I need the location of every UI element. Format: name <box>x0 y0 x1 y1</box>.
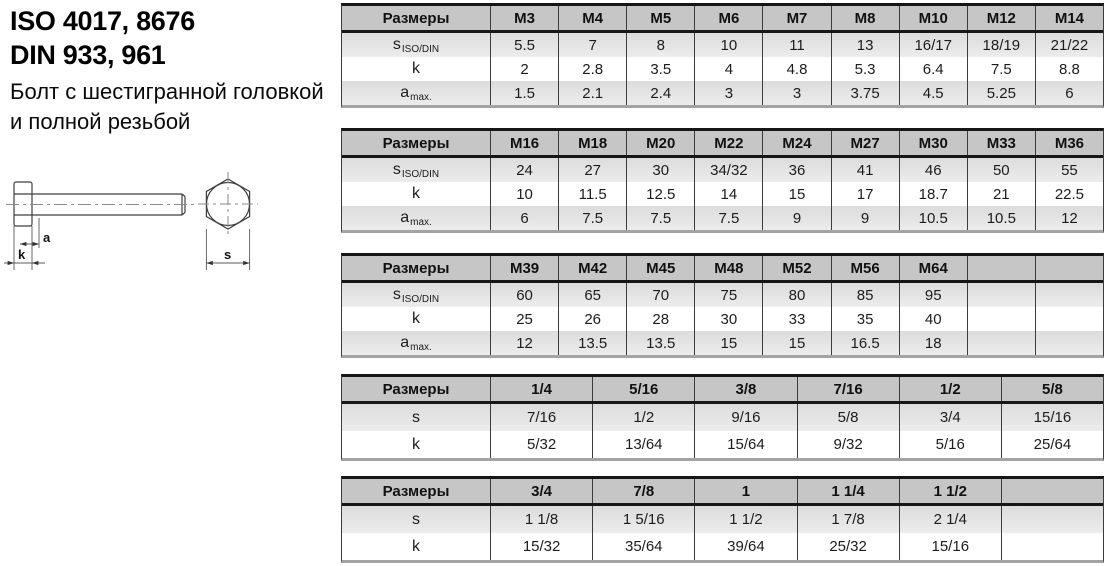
dimension-value-cell: 5/16 <box>899 431 1001 458</box>
dimension-value-cell: 3 <box>762 81 830 105</box>
row-label: a max. <box>400 209 432 228</box>
dimension-row-a <box>342 331 1103 355</box>
dimension-k-arrow-left <box>8 261 14 265</box>
dimension-value-cell: 55 <box>1035 158 1103 182</box>
size-column-header: M6 <box>694 6 762 30</box>
dimension-a-arrow <box>33 242 39 246</box>
dimension-value-cell: 4.8 <box>762 57 830 81</box>
dimension-value-cell: 5/32 <box>490 431 592 458</box>
dimension-value-cell: 25/32 <box>797 533 899 560</box>
end-view-centerlines <box>198 172 258 236</box>
dimension-value-cell: 1 5/16 <box>592 506 694 533</box>
size-column-header: M52 <box>762 256 830 280</box>
inch-dimensions-table-threequarters-to-oneandhalf <box>341 476 1104 563</box>
dimension-value-cell: 11 <box>762 33 830 57</box>
dimension-value-cell: 9 <box>762 206 830 230</box>
row-label: a max. <box>400 84 432 103</box>
dimension-row-s <box>342 33 1103 57</box>
dimension-value-cell: 15 <box>762 182 830 206</box>
dimension-value-cell: 17 <box>831 182 899 206</box>
dimension-value-cell: 34/32 <box>694 158 762 182</box>
table-corner-header: Размеры <box>382 482 450 500</box>
table-header-row <box>342 6 1103 33</box>
dimension-value-cell: 27 <box>558 158 626 182</box>
dimension-value-cell <box>967 283 1035 307</box>
dimension-value-cell: 8 <box>626 33 694 57</box>
size-column-header: M27 <box>831 131 899 155</box>
dimension-value-cell: 5.3 <box>831 57 899 81</box>
dimension-value-cell: 33 <box>762 307 830 331</box>
tables-panel <box>341 0 1104 566</box>
dimension-value-cell: 18.7 <box>899 182 967 206</box>
dimension-value-cell: 50 <box>967 158 1035 182</box>
dimension-value-cell: 3/4 <box>899 404 1001 431</box>
dimension-value-cell: 2.8 <box>558 57 626 81</box>
dimension-value-cell: 40 <box>899 307 967 331</box>
dimension-value-cell: 13 <box>831 33 899 57</box>
size-column-header: M12 <box>967 6 1035 30</box>
size-column-header: M45 <box>626 256 694 280</box>
dimension-value-cell: 13/64 <box>592 431 694 458</box>
dimension-s-label: s <box>224 247 232 262</box>
dimension-value-cell: 10 <box>490 182 558 206</box>
size-column-header: M24 <box>762 131 830 155</box>
dimension-value-cell: 21/22 <box>1035 33 1103 57</box>
size-column-header: 3/4 <box>490 479 592 503</box>
size-column-header: M56 <box>831 256 899 280</box>
size-column-header: M64 <box>899 256 967 280</box>
dimension-value-cell: 1 1/2 <box>694 506 796 533</box>
size-column-header: M20 <box>626 131 694 155</box>
dimension-value-cell: 39/64 <box>694 533 796 560</box>
size-column-header: M10 <box>899 6 967 30</box>
dimension-value-cell: 6.4 <box>899 57 967 81</box>
dimension-value-cell: 65 <box>558 283 626 307</box>
row-label: s ISO/DIN <box>392 161 440 180</box>
size-column-header: M30 <box>899 131 967 155</box>
dimension-row-a <box>342 206 1103 230</box>
dimension-row-s <box>342 404 1103 431</box>
dimension-value-cell: 16/17 <box>899 33 967 57</box>
dimension-value-cell: 13.5 <box>626 331 694 355</box>
size-column-header: M7 <box>762 6 830 30</box>
dimension-value-cell: 16.5 <box>831 331 899 355</box>
size-column-header: M33 <box>967 131 1035 155</box>
din-standard-title: DIN 933, 961 <box>10 40 166 70</box>
size-column-header: 5/16 <box>592 377 694 401</box>
dimension-value-cell <box>1035 331 1103 355</box>
size-column-header: 5/8 <box>1001 377 1103 401</box>
dimension-value-cell: 15/64 <box>694 431 796 458</box>
size-column-header: M36 <box>1035 131 1103 155</box>
dimension-value-cell: 22.5 <box>1035 182 1103 206</box>
size-column-header: M22 <box>694 131 762 155</box>
dimension-value-cell <box>1035 307 1103 331</box>
dimension-value-cell: 15 <box>694 331 762 355</box>
dimension-value-cell: 5.5 <box>490 33 558 57</box>
dimension-value-cell: 5.25 <box>967 81 1035 105</box>
dimension-value-cell: 1.5 <box>490 81 558 105</box>
dimension-k-arrow-right <box>32 261 38 265</box>
size-column-header: M48 <box>694 256 762 280</box>
dimension-value-cell: 26 <box>558 307 626 331</box>
dimension-value-cell: 35/64 <box>592 533 694 560</box>
dimension-row-k <box>342 431 1103 458</box>
size-column-header: M39 <box>490 256 558 280</box>
dimension-value-cell: 7.5 <box>694 206 762 230</box>
dimension-value-cell: 10.5 <box>967 206 1035 230</box>
row-label: s ISO/DIN <box>392 286 440 305</box>
dimension-row-k <box>342 307 1103 331</box>
dimension-value-cell: 12 <box>490 331 558 355</box>
row-label: k <box>412 435 420 453</box>
size-column-header: M42 <box>558 256 626 280</box>
dimension-value-cell: 85 <box>831 283 899 307</box>
dimension-value-cell: 1/2 <box>592 404 694 431</box>
table-header-row <box>342 256 1103 283</box>
dimension-value-cell: 7/16 <box>490 404 592 431</box>
dimension-value-cell: 80 <box>762 283 830 307</box>
inch-dimensions-table-quarter-to-fiveeighths <box>341 374 1104 461</box>
dimension-value-cell: 4 <box>694 57 762 81</box>
dimension-value-cell: 41 <box>831 158 899 182</box>
dimension-value-cell: 1 7/8 <box>797 506 899 533</box>
dimension-value-cell: 9/32 <box>797 431 899 458</box>
dimension-value-cell <box>1001 506 1103 533</box>
bolt-technical-drawing <box>4 162 296 312</box>
dimension-value-cell: 5/8 <box>797 404 899 431</box>
dimension-a-arrow-left <box>20 242 26 246</box>
dimension-value-cell: 8.8 <box>1035 57 1103 81</box>
dimension-value-cell: 6 <box>490 206 558 230</box>
size-column-header: 3/8 <box>694 377 796 401</box>
size-column-header: 1 1/4 <box>797 479 899 503</box>
dimension-value-cell: 3.5 <box>626 57 694 81</box>
size-column-header: M5 <box>626 6 694 30</box>
dimension-value-cell: 28 <box>626 307 694 331</box>
dimension-value-cell: 10.5 <box>899 206 967 230</box>
dimension-row-k <box>342 182 1103 206</box>
row-label: a max. <box>400 334 432 353</box>
dimension-row-s <box>342 283 1103 307</box>
row-label: k <box>412 537 420 555</box>
dimension-value-cell: 3.75 <box>831 81 899 105</box>
dimension-value-cell: 4.5 <box>899 81 967 105</box>
size-column-header: 7/16 <box>797 377 899 401</box>
row-label: k <box>412 310 420 327</box>
metric-dimensions-table-m3-m14 <box>341 3 1104 108</box>
dimension-value-cell: 1 1/8 <box>490 506 592 533</box>
table-corner-header: Размеры <box>382 9 450 27</box>
dimension-value-cell: 95 <box>899 283 967 307</box>
dimension-value-cell: 35 <box>831 307 899 331</box>
size-column-header <box>1035 256 1103 280</box>
dimension-value-cell: 7.5 <box>558 206 626 230</box>
dimension-value-cell: 7 <box>558 33 626 57</box>
dimension-row-k <box>342 533 1103 560</box>
dimension-value-cell <box>1035 283 1103 307</box>
dimension-value-cell: 30 <box>626 158 694 182</box>
dimension-row-k <box>342 57 1103 81</box>
dimension-value-cell: 30 <box>694 307 762 331</box>
dimension-value-cell: 11.5 <box>558 182 626 206</box>
table-corner-header: Размеры <box>382 380 450 398</box>
size-column-header <box>1001 479 1103 503</box>
size-column-header: M18 <box>558 131 626 155</box>
dimension-value-cell: 9/16 <box>694 404 796 431</box>
dimension-value-cell: 18/19 <box>967 33 1035 57</box>
dimension-s-arrow-left <box>206 261 212 265</box>
dimension-value-cell: 2 1/4 <box>899 506 1001 533</box>
metric-dimensions-table-m39-m64 <box>341 253 1104 358</box>
dimension-value-cell: 10 <box>694 33 762 57</box>
size-column-header: 1/2 <box>899 377 1001 401</box>
dimension-value-cell: 15/32 <box>490 533 592 560</box>
row-label: k <box>412 185 420 202</box>
dimension-value-cell: 15 <box>762 331 830 355</box>
dimension-value-cell: 6 <box>1035 81 1103 105</box>
dimension-value-cell: 25 <box>490 307 558 331</box>
iso-standard-title: ISO 4017, 8676 <box>10 6 195 36</box>
dimension-value-cell: 14 <box>694 182 762 206</box>
table-header-row <box>342 479 1103 506</box>
dimension-value-cell: 13.5 <box>558 331 626 355</box>
size-column-header: 1/4 <box>490 377 592 401</box>
size-column-header: M14 <box>1035 6 1103 30</box>
dimension-value-cell <box>967 307 1035 331</box>
size-column-header: 1 1/2 <box>899 479 1001 503</box>
size-column-header: M16 <box>490 131 558 155</box>
dimension-value-cell: 18 <box>899 331 967 355</box>
row-label: s ISO/DIN <box>392 36 440 55</box>
metric-dimensions-table-m16-m36 <box>341 128 1104 233</box>
row-label: s <box>412 510 420 528</box>
dimension-value-cell: 2.4 <box>626 81 694 105</box>
dimension-a-label: a <box>43 230 51 245</box>
dimension-value-cell: 3 <box>694 81 762 105</box>
dimension-value-cell: 15/16 <box>1001 404 1103 431</box>
size-column-header <box>967 256 1035 280</box>
dimension-value-cell: 2 <box>490 57 558 81</box>
dimension-value-cell: 7.5 <box>967 57 1035 81</box>
dimension-value-cell: 7.5 <box>626 206 694 230</box>
size-column-header: M8 <box>831 6 899 30</box>
dimension-value-cell: 15/16 <box>899 533 1001 560</box>
size-column-header: 1 <box>694 479 796 503</box>
dimension-s-arrow-right <box>243 261 249 265</box>
dimension-value-cell: 75 <box>694 283 762 307</box>
dimension-value-cell: 60 <box>490 283 558 307</box>
row-label: s <box>412 408 420 426</box>
dimension-value-cell: 12.5 <box>626 182 694 206</box>
dimension-value-cell: 25/64 <box>1001 431 1103 458</box>
table-corner-header: Размеры <box>382 259 450 277</box>
size-column-header: M3 <box>490 6 558 30</box>
dimension-value-cell: 24 <box>490 158 558 182</box>
table-header-row <box>342 377 1103 404</box>
table-corner-header: Размеры <box>382 134 450 152</box>
dimension-row-a <box>342 81 1103 105</box>
dimension-value-cell: 46 <box>899 158 967 182</box>
dimension-value-cell <box>967 331 1035 355</box>
dimension-row-s <box>342 506 1103 533</box>
left-panel <box>10 4 336 137</box>
dimension-value-cell <box>1001 533 1103 560</box>
dimension-row-s <box>342 158 1103 182</box>
dimension-value-cell: 21 <box>967 182 1035 206</box>
dimension-value-cell: 12 <box>1035 206 1103 230</box>
dimension-value-cell: 70 <box>626 283 694 307</box>
dimension-value-cell: 2.1 <box>558 81 626 105</box>
description-line-2: и полной резьбой <box>10 109 191 134</box>
dimension-k-label: k <box>18 247 26 262</box>
description-line-1: Болт с шестигранной головкой <box>10 79 324 104</box>
size-column-header: M4 <box>558 6 626 30</box>
row-label: k <box>412 60 420 77</box>
table-header-row <box>342 131 1103 158</box>
dimension-value-cell: 9 <box>831 206 899 230</box>
size-column-header: 7/8 <box>592 479 694 503</box>
dimension-value-cell: 36 <box>762 158 830 182</box>
